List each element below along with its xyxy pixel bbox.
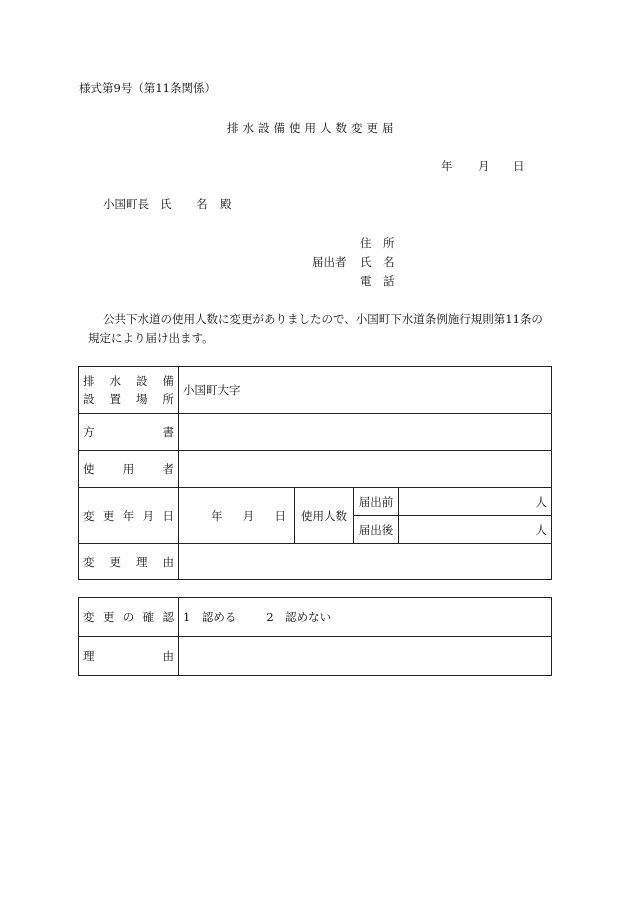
confirm-option-reject[interactable]: 2 認めない: [266, 610, 332, 624]
location-value[interactable]: 小国町大字: [179, 367, 552, 414]
confirm-label: 変 更 の 確 認: [79, 598, 179, 637]
applicant-address-label: 住 所: [360, 236, 395, 250]
applicant-name-label: 氏 名: [360, 255, 395, 269]
change-date-value[interactable]: 年 月 日: [179, 488, 295, 544]
change-reason-value[interactable]: [179, 544, 552, 580]
addressee-mei: 名: [196, 197, 208, 211]
katagaki-row: [79, 414, 552, 451]
location-label: 排 水 設 備 設 置 場 所: [79, 367, 179, 414]
katagaki-label: 方 書: [79, 414, 179, 451]
confirm-options: [179, 598, 552, 637]
main-form-table: [78, 366, 552, 580]
addressee-shi: 氏: [160, 197, 172, 211]
body-text-line2: 規定により届け出ます。: [88, 331, 214, 345]
date-day: 日: [513, 159, 525, 173]
change-date-label: 変 更 年 月 日: [79, 488, 179, 544]
confirm-table: [78, 597, 552, 676]
before-label: 届出前: [354, 488, 399, 516]
date-month: 月: [478, 159, 490, 173]
addressee-dono: 殿: [220, 197, 232, 211]
addressee-name: 小国町長: [103, 197, 149, 211]
form-title: 排水設備使用人数変更届: [227, 121, 398, 135]
confirm-option-approve[interactable]: 1 認める: [183, 610, 237, 624]
form-number: 様式第9号（第11条関係）: [79, 81, 216, 95]
user-row: [79, 451, 552, 488]
change-date-row: [79, 488, 552, 516]
user-label: 使 用 者: [79, 451, 179, 488]
location-row: [79, 367, 552, 414]
user-value[interactable]: [179, 451, 552, 488]
confirm-reason-value[interactable]: [179, 637, 552, 676]
num-users-label: 使用人数: [295, 488, 354, 544]
applicant-phone-label: 電 話: [360, 274, 395, 288]
confirm-reason-row: [79, 637, 552, 676]
katagaki-value[interactable]: [179, 414, 552, 451]
body-text-line1: 公共下水道の使用人数に変更がありましたので、小国町下水道条例施行規則第11条の: [103, 312, 543, 326]
after-value[interactable]: 人: [399, 516, 552, 544]
change-reason-label: 変 更 理 由: [79, 544, 179, 580]
after-label: 届出後: [354, 516, 399, 544]
change-reason-row: [79, 544, 552, 580]
applicant-label: 届出者: [312, 255, 347, 269]
date-year: 年: [441, 159, 453, 173]
confirm-reason-label: 理 由: [79, 637, 179, 676]
before-value[interactable]: 人: [399, 488, 552, 516]
confirm-row: [79, 598, 552, 637]
